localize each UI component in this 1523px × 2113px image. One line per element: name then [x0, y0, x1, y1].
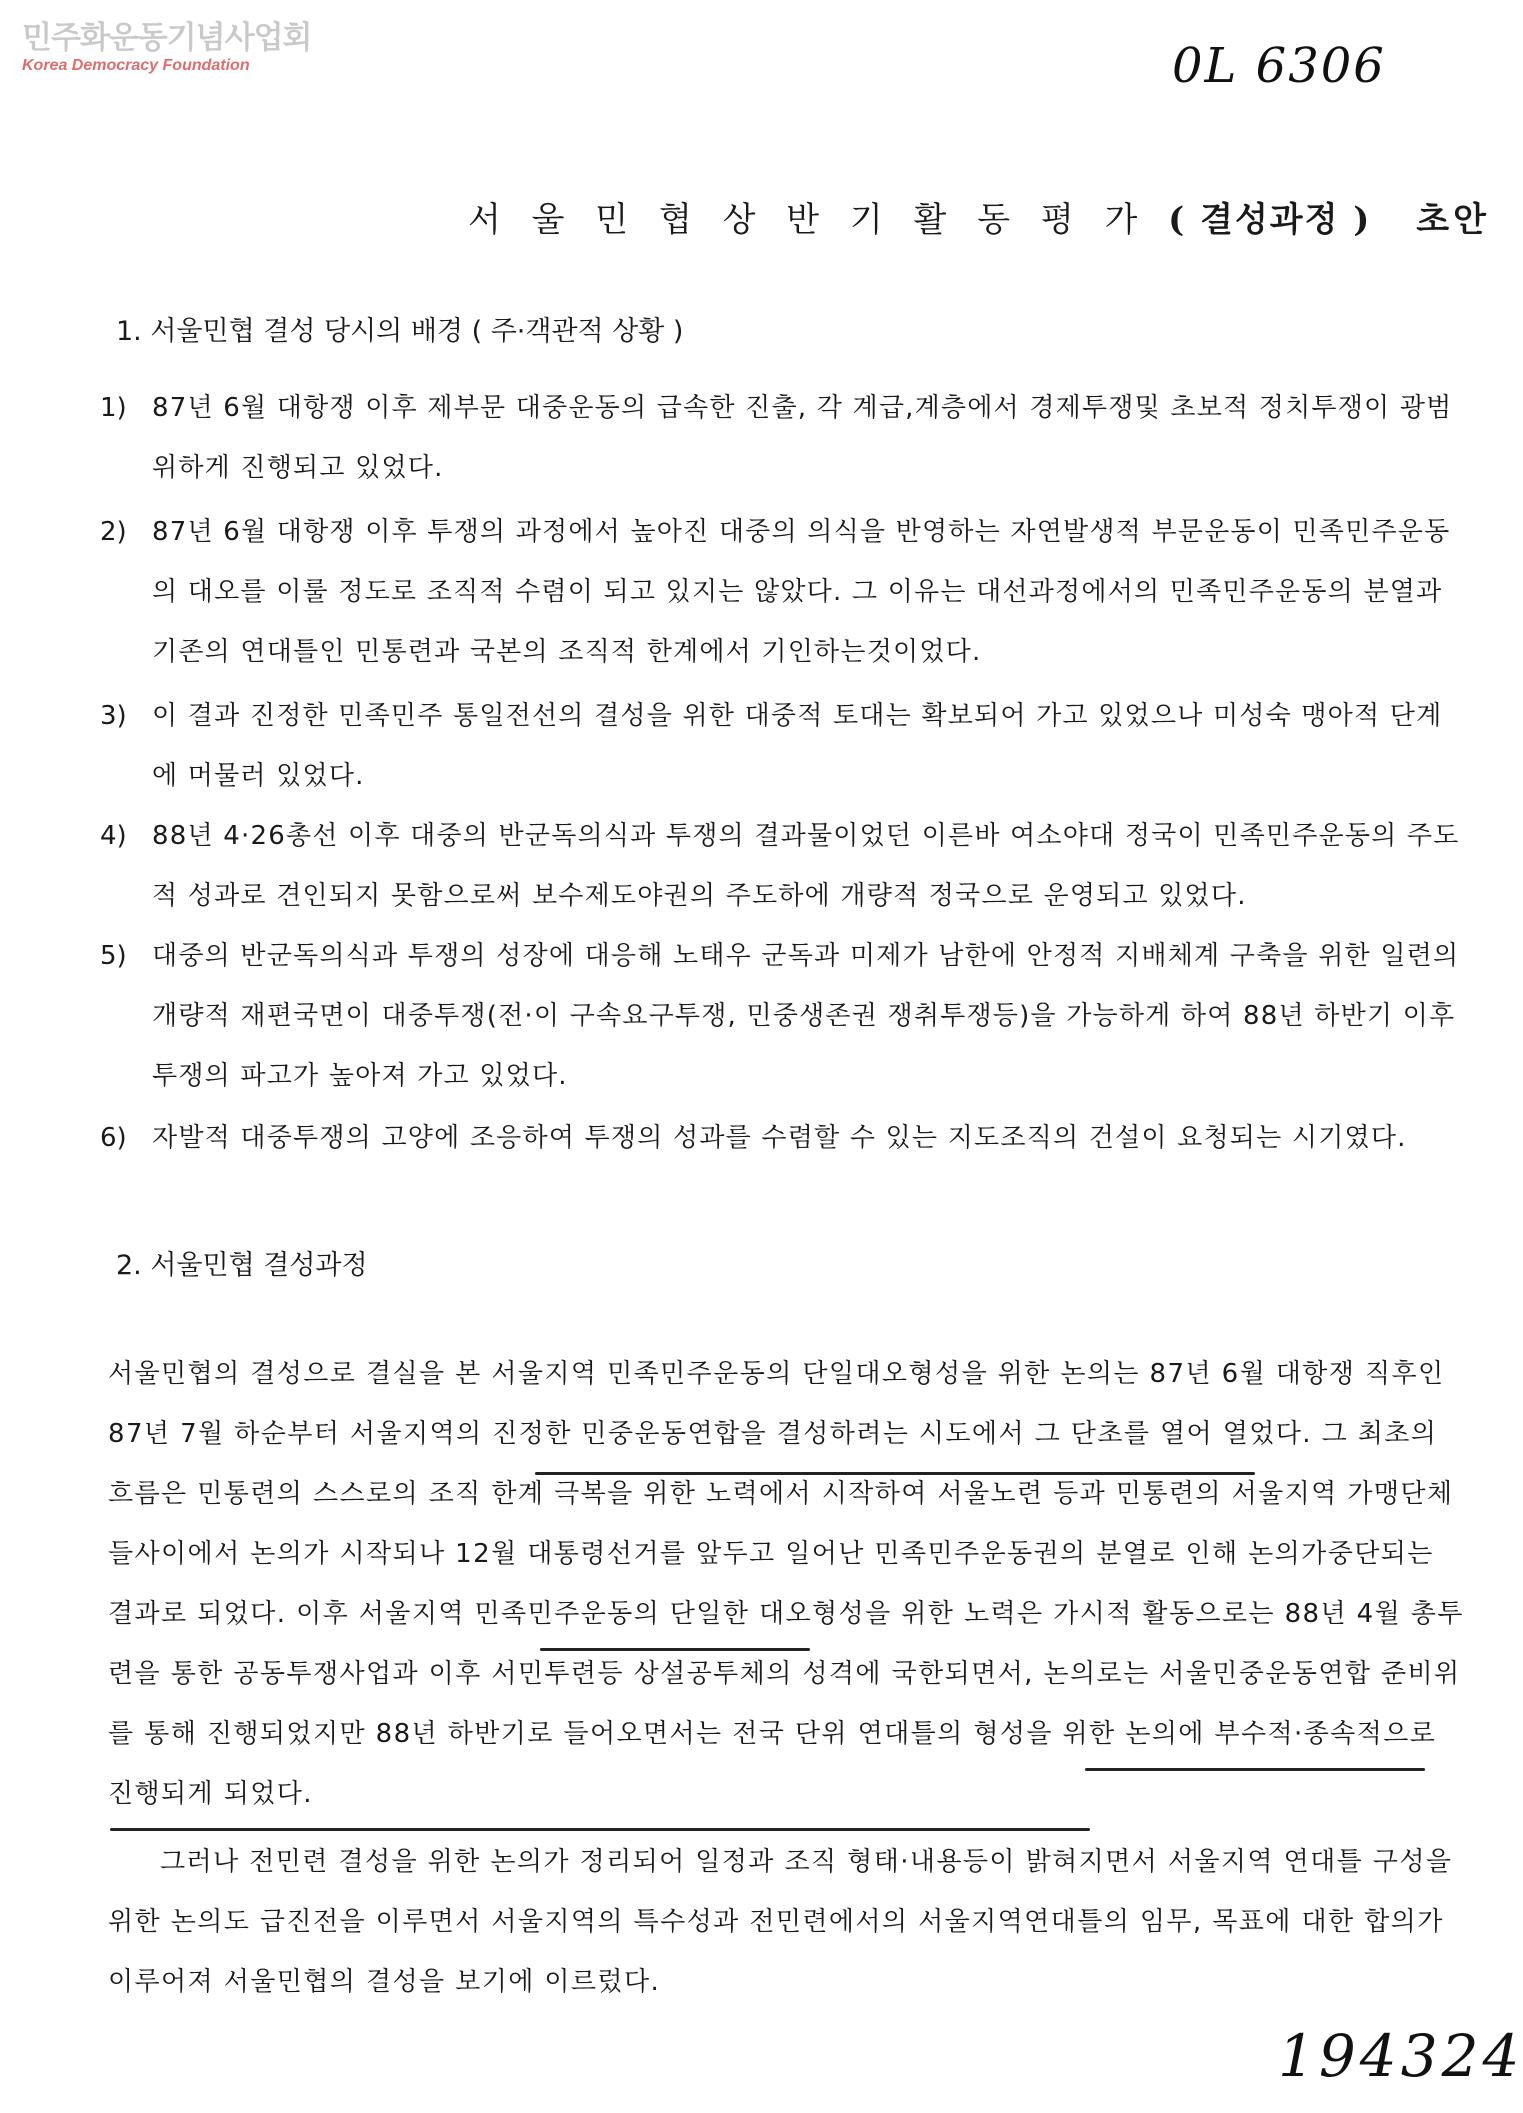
list-item-number: 2)	[100, 517, 127, 547]
list-item-text: 대중의 반군독의식과 투쟁의 성장에 대응해 노태우 군독과 미제가 남한에 안정적 지배체계 구축을 위한 일련의 개량적 재편국면이 대중투쟁(전·이 구속요구투쟁, 민중생존권 쟁취투쟁등)을 가능하게 하여 88년 하반기 이후 투쟁의 파고가 높아져 가고 있었다.	[152, 941, 1460, 1091]
watermark-english-text: Korea Democracy Foundation	[22, 57, 250, 74]
watermark-korean-text: 민주화운동기념사업회	[22, 20, 312, 56]
handwritten-underline	[1085, 1768, 1425, 1771]
list-item-number: 1)	[100, 393, 127, 423]
title-handwritten-note: ( 결성과정 )	[1168, 200, 1372, 240]
list-item-number: 6)	[100, 1123, 127, 1153]
list-item-text: 88년 4·26총선 이후 대중의 반군독의식과 투쟁의 결과물이었던 이른바 여소야대 정국이 민족민주운동의 주도적 성과로 견인되지 못함으로써 보수제도야권의 주도하에 개량적 정국으로 운영되고 있었다.	[152, 821, 1460, 911]
handwritten-page-number: 194324	[1278, 2022, 1523, 2090]
list-item-number: 3)	[100, 701, 127, 731]
list-item-text: 이 결과 진정한 민족민주 통일전선의 결성을 위한 대중적 토대는 확보되어 가고 있었으나 미성숙 맹아적 단계에 머물러 있었다.	[152, 701, 1443, 791]
handwritten-document-code: 0L 6306	[1172, 38, 1386, 94]
handwritten-underline	[110, 1828, 1090, 1831]
title-draft-label: 초안	[1416, 200, 1490, 240]
list-item-text: 자발적 대중투쟁의 고양에 조응하여 투쟁의 성과를 수렴할 수 있는 지도조직의 건설이 요청되는 시기였다.	[152, 1123, 1407, 1153]
handwritten-underline	[535, 1472, 1255, 1475]
list-item-text: 87년 6월 대항쟁 이후 투쟁의 과정에서 높아진 대중의 의식을 반영하는 자연발생적 부문운동이 민족민주운동의 대오를 이룰 정도로 조직적 수렴이 되고 있지는 않았다. 그 이유는 대선과정에서의 민족민주운동의 분열과 기존의 연대틀인 민통련과 국본의 조직적 한계에서 기인하는것이었다.	[152, 517, 1451, 667]
list-item	[100, 806, 1460, 926]
section-2-paragraph-1: 서울민협의 결성으로 결실을 본 서울지역 민족민주운동의 단일대오형성을 위한 논의는 87년 6월 대항쟁 직후인 87년 7월 하순부터 서울지역의 진정한 민중운동연합을 결성하려는 시도에서 그 단초를 열어 열었다. 그 최초의 흐름은 민통련의 스스로의 조직 한계 극복을 위한 노력에서 시작하여 서울노련 등과 민통련의 서울지역 가맹단체들사이에서 논의가 시작되나 12월 대통령선거를 앞두고 일어난 민족민주운동권의 분열로 인해 논의가중단되는 결과로 되었다. 이후 서울지역 민족민주운동의 단일한 대오형성을 위한 노력은 가시적 활동으로는 88년 4월 총투련을 통한 공동투쟁사업과 이후 서민투련등 상설공투체의 성격에 국한되면서, 논의로는 서울민중운동연합 준비위를 통해 진행되었지만 88년 하반기로 들어오면서는 전국 단위 연대틀의 형성을 위한 논의에 부수적·종속적으로 진행되게 되었다.	[108, 1359, 1464, 1809]
section-2-heading: 2. 서울민협 결성과정	[116, 1250, 368, 1281]
list-item	[100, 502, 1460, 682]
list-item-number: 4)	[100, 821, 127, 851]
handwritten-underline	[540, 1648, 810, 1651]
list-item	[100, 378, 1460, 498]
list-item	[100, 1108, 1460, 1168]
title-main: 서 울 민 협 상 반 기 활 동 평 가	[468, 200, 1148, 240]
list-item-number: 5)	[100, 941, 127, 971]
section-1-heading: 1. 서울민협 결성 당시의 배경 ( 주·객관적 상황 )	[116, 316, 684, 347]
list-item-text: 87년 6월 대항쟁 이후 제부문 대중운동의 급속한 진출, 각 계급,계층에서 경제투쟁및 초보적 정치투쟁이 광범위하게 진행되고 있었다.	[152, 393, 1453, 483]
list-item	[100, 926, 1460, 1106]
section-2-paragraph-2: 그러나 전민련 결성을 위한 논의가 정리되어 일정과 조직 형태·내용등이 밝혀지면서 서울지역 연대틀 구성을 위한 논의도 급진전을 이루면서 서울지역의 특수성과 전민련에서의 서울지역연대틀의 임무, 목표에 대한 합의가 이루어져 서울민협의 결성을 보기에 이르렀다.	[108, 1847, 1453, 1997]
list-item	[100, 686, 1460, 806]
